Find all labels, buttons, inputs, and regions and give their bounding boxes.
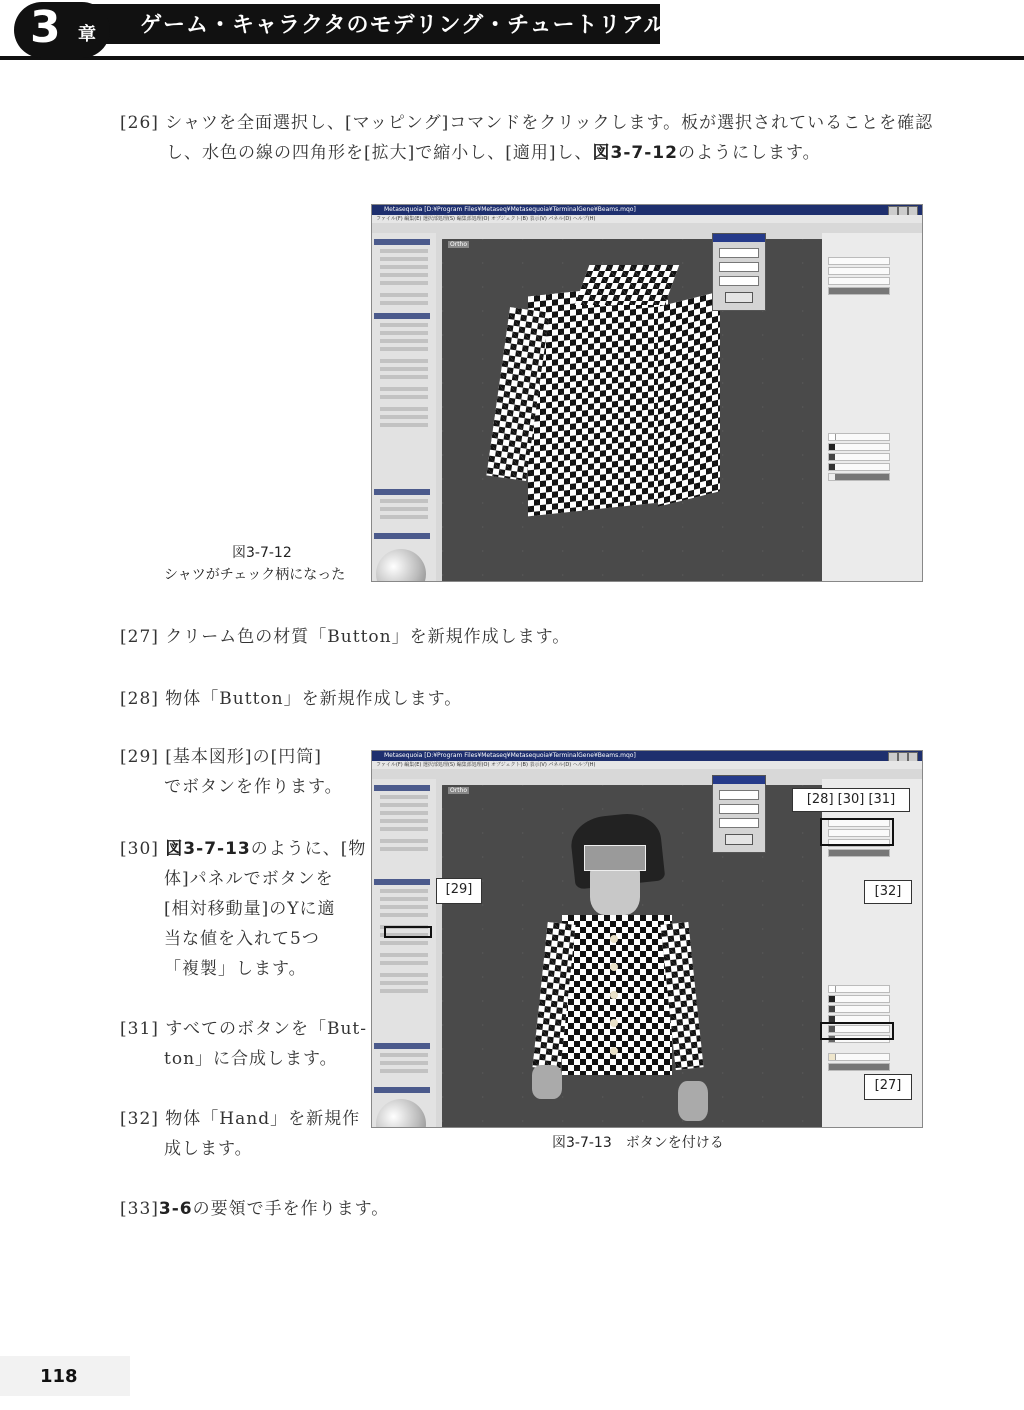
material-swatch	[829, 1054, 836, 1060]
panel-header	[374, 1087, 430, 1093]
panel-row	[380, 395, 428, 399]
panel-row	[380, 347, 428, 351]
step-28: [28] 物体「Button」を新規作成します。	[120, 689, 463, 709]
button	[610, 963, 618, 971]
command-panel	[372, 779, 436, 1127]
material-row-selected	[828, 1063, 890, 1071]
figure-3-7-13-caption: 図3-7-13 ボタンを付ける	[552, 1135, 724, 1151]
mapping-dialog	[712, 233, 766, 311]
panel-row	[380, 1061, 428, 1065]
panel-row	[380, 293, 428, 297]
panel-row	[380, 889, 428, 893]
callout-29: [29]	[436, 878, 482, 904]
panel-row	[380, 973, 428, 977]
panel-row	[380, 407, 428, 411]
step-29-line1: [29] [基本図形]の[円筒]	[120, 747, 322, 767]
step-33-ref: 3-6	[158, 1199, 193, 1219]
button	[610, 1019, 618, 1027]
character-right-hand	[678, 1081, 708, 1121]
step-30-line2: 体]パネルでボタンを	[164, 869, 334, 889]
panel-row	[380, 961, 428, 965]
step-26-text-end: のようにします。	[677, 143, 821, 163]
step-31-line2: ton」に合成します。	[164, 1049, 338, 1069]
character-left-hand	[532, 1065, 562, 1099]
panel-header	[374, 533, 430, 539]
panel-row	[380, 367, 428, 371]
step-31-line1: [31] すべてのボタンを「But-	[120, 1019, 367, 1039]
panel-row	[380, 981, 428, 985]
material-row-selected	[828, 473, 890, 481]
object-move-dialog	[712, 775, 766, 853]
shirt-right-side	[658, 291, 720, 506]
highlight-material-row	[820, 1022, 894, 1040]
callout-32: [32]	[864, 880, 912, 904]
panel-header	[374, 313, 430, 319]
material-row-button	[828, 1053, 890, 1061]
object-row	[828, 267, 890, 275]
panel-header	[374, 489, 430, 495]
panel-row	[380, 265, 428, 269]
panel-header	[374, 879, 430, 885]
3d-viewport	[442, 239, 822, 581]
material-row	[828, 443, 890, 451]
dialog-titlebar	[713, 776, 765, 784]
panel-row	[380, 1053, 428, 1057]
dialog-field	[719, 262, 759, 272]
callout-27: [27]	[864, 1074, 912, 1100]
panel-row	[380, 795, 428, 799]
dialog-field	[719, 248, 759, 258]
object-row-selected	[828, 287, 890, 295]
panel-row	[380, 803, 428, 807]
step-30-line3: [相対移動量]のYに適	[164, 899, 336, 919]
panel-row	[380, 905, 428, 909]
button	[610, 991, 618, 999]
chapter-suffix: 章	[78, 24, 96, 45]
panel-row	[380, 819, 428, 823]
step-33-text: の要領で手を作ります。	[192, 1199, 390, 1219]
panel-row	[380, 827, 428, 831]
panel-row	[380, 273, 428, 277]
panel-row	[380, 811, 428, 815]
panel-header	[374, 785, 430, 791]
step-30-num: [30]	[120, 839, 166, 859]
panel-row	[380, 953, 428, 957]
panel-row	[380, 499, 428, 503]
step-30-line1	[120, 834, 366, 864]
panel-row	[380, 323, 428, 327]
figure-3-7-12-number: 図3-7-12	[232, 545, 292, 561]
step-30-line5: 「複製」します。	[164, 959, 307, 979]
panel-row	[380, 359, 428, 363]
dialog-titlebar	[713, 234, 765, 242]
material-swatch	[829, 1006, 835, 1012]
menu-items: ファイル(F) 編集(E) 選択部処理(S) 編集部処理(O) オブジェクト(B) 表示(V) パネル(D) ヘルプ(H)	[376, 216, 596, 222]
dialog-field	[719, 276, 759, 286]
dialog-field	[719, 804, 759, 814]
material-swatch	[829, 996, 835, 1002]
step-30-fig-ref: 図3-7-13	[165, 839, 251, 859]
material-swatch	[829, 464, 835, 470]
panel-row	[380, 249, 428, 253]
material-swatch	[829, 444, 835, 450]
material-swatch	[829, 454, 835, 460]
panel-row	[380, 897, 428, 901]
panel-row	[380, 423, 428, 427]
step-27: [27] クリーム色の材質「Button」を新規作成します。	[120, 627, 571, 647]
panel-header	[374, 239, 430, 245]
character-visor	[584, 845, 646, 871]
command-panel	[372, 233, 436, 581]
panel-row	[380, 847, 428, 851]
button	[610, 1047, 618, 1055]
object-row	[828, 277, 890, 285]
panel-row	[380, 839, 428, 843]
material-swatch	[829, 474, 835, 480]
figure-3-7-12-caption: シャツがチェック柄になった	[164, 567, 346, 583]
panel-row	[380, 301, 428, 305]
step-26-text: し、水色の線の四角形を[拡大]で縮小し、[適用]し、	[166, 143, 593, 163]
ok-button	[725, 292, 753, 303]
object-row-selected	[828, 849, 890, 857]
highlight-primitive-command	[384, 926, 432, 938]
step-29-line2: でボタンを作ります。	[164, 777, 343, 797]
step-26-fig-ref: 図3-7-12	[592, 143, 678, 163]
panel-row	[380, 415, 428, 419]
menu-items: ファイル(F) 編集(E) 選択部処理(S) 編集部処理(O) オブジェクト(B) 表示(V) パネル(D) ヘルプ(H)	[376, 762, 596, 768]
panel-row	[380, 507, 428, 511]
view-mode-label: Ortho	[450, 787, 468, 794]
page-number: 118	[40, 1366, 78, 1387]
material-row	[828, 453, 890, 461]
panel-row	[380, 331, 428, 335]
material-swatch	[829, 986, 836, 992]
step-30-line4: 当な値を入れて5つ	[164, 929, 320, 949]
object-material-panel	[822, 233, 922, 581]
material-row	[828, 995, 890, 1003]
panel-row	[380, 989, 428, 993]
step-32-line2: 成します。	[164, 1139, 253, 1159]
window-title: Metasequoia [D:¥Program Files¥Metaseq¥Metasequoia¥TerminalGene¥Beams.mqo]	[384, 206, 636, 213]
panel-row	[380, 941, 428, 945]
object-row	[828, 257, 890, 265]
material-preview-sphere	[376, 549, 426, 582]
dialog-field	[719, 818, 759, 828]
header-rule	[0, 56, 1024, 60]
material-row	[828, 985, 890, 993]
step-30-text: のように、[物	[250, 839, 367, 859]
material-row	[828, 1005, 890, 1013]
step-33	[120, 1194, 389, 1224]
highlight-object-rows	[820, 818, 894, 846]
panel-row	[380, 281, 428, 285]
panel-header	[374, 1043, 430, 1049]
3d-viewport	[442, 785, 822, 1127]
dialog-field	[719, 790, 759, 800]
step-26-line1: [26] シャツを全面選択し、[マッピング]コマンドをクリックします。板が選択されていることを確認	[120, 113, 934, 133]
material-swatch	[829, 434, 836, 440]
chapter-number: 3	[30, 2, 61, 53]
window-title: Metasequoia [D:¥Program Files¥Metaseq¥Metasequoia¥TerminalGene¥Beams.mqo]	[384, 752, 636, 759]
figure-3-7-12-screenshot	[371, 204, 923, 582]
panel-row	[380, 913, 428, 917]
panel-row	[380, 339, 428, 343]
shirt-collar	[575, 265, 680, 305]
panel-row	[380, 257, 428, 261]
view-mode-label: Ortho	[450, 241, 468, 248]
ok-button	[725, 834, 753, 845]
chapter-title: ゲーム・キャラクタのモデリング・チュートリアル	[140, 13, 667, 38]
step-33-num: [33]	[120, 1199, 159, 1219]
material-row	[828, 463, 890, 471]
callout-28-30-31: [28] [30] [31]	[792, 788, 910, 812]
button	[610, 935, 618, 943]
panel-row	[380, 375, 428, 379]
material-preview-sphere	[376, 1099, 426, 1128]
material-row	[828, 433, 890, 441]
step-32-line1: [32] 物体「Hand」を新規作	[120, 1109, 361, 1129]
panel-row	[380, 387, 428, 391]
panel-row	[380, 1069, 428, 1073]
step-26-line2	[166, 138, 821, 168]
panel-row	[380, 515, 428, 519]
